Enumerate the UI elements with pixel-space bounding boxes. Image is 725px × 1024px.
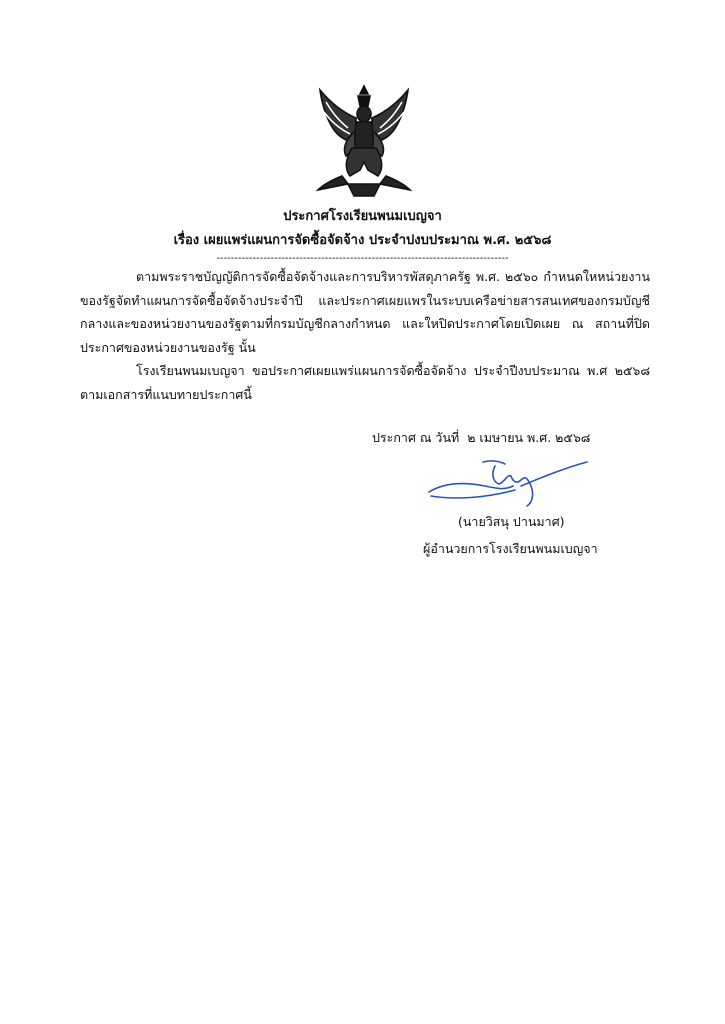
- body-paragraph-2: โรงเรียนพนมเบญจา ขอประกาศเผยแพร่แผนการจัดซื้อจัดจ้าง ประจำปีงบประมาณ พ.ศ ๒๕๖๘ ตามเอกสารที่แนบทายประกาศนี้: [80, 363, 650, 402]
- signer-name: (นายวิสนุ ปานมาศ): [458, 514, 565, 529]
- document-title: ประกาศโรงเรียนพนมเบญจา: [283, 209, 442, 224]
- announcement-date: ๒ เมษายน พ.ศ. ๒๕๖๘: [467, 430, 591, 445]
- signer-position: ผู้อำนวยการโรงเรียนพนมเบญจา: [423, 541, 598, 556]
- announcement-date-line: [372, 428, 594, 448]
- garuda-emblem-icon: [312, 84, 416, 200]
- body-paragraph-1: ตามพระราชบัญญัติการจัดซื้อจัดจ้างและการบริหารพัสดุภาครัฐ พ.ศ. ๒๕๖๐ กำหนดใหหน่วยงานของรัฐจัดทำแผนการจัดซื้อจัดจ้างประจำปี และประกาศเผยแพรในระบบเครือข่ายสารสนเทศของกรมบัญชีกลางและของหน่วยงานของรัฐตามที่กรมบัญชีกลางกำหนด และใหปิดประกาศโดยเปิดเผย ณ สถานที่ปิดประกาศของหน่วยงานของรัฐ นั้น: [80, 269, 650, 355]
- document-subject: เรื่อง เผยแพร่แผนการจัดซื้อจัดจ้าง ประจำปงบประมาณ พ.ศ. ๒๕๖๘: [173, 233, 552, 248]
- date-prefix: ประกาศ ณ วันที่: [372, 430, 460, 445]
- title-divider: ---------------------------------------------------------------------------------: [216, 253, 509, 264]
- signature-image: [425, 452, 595, 508]
